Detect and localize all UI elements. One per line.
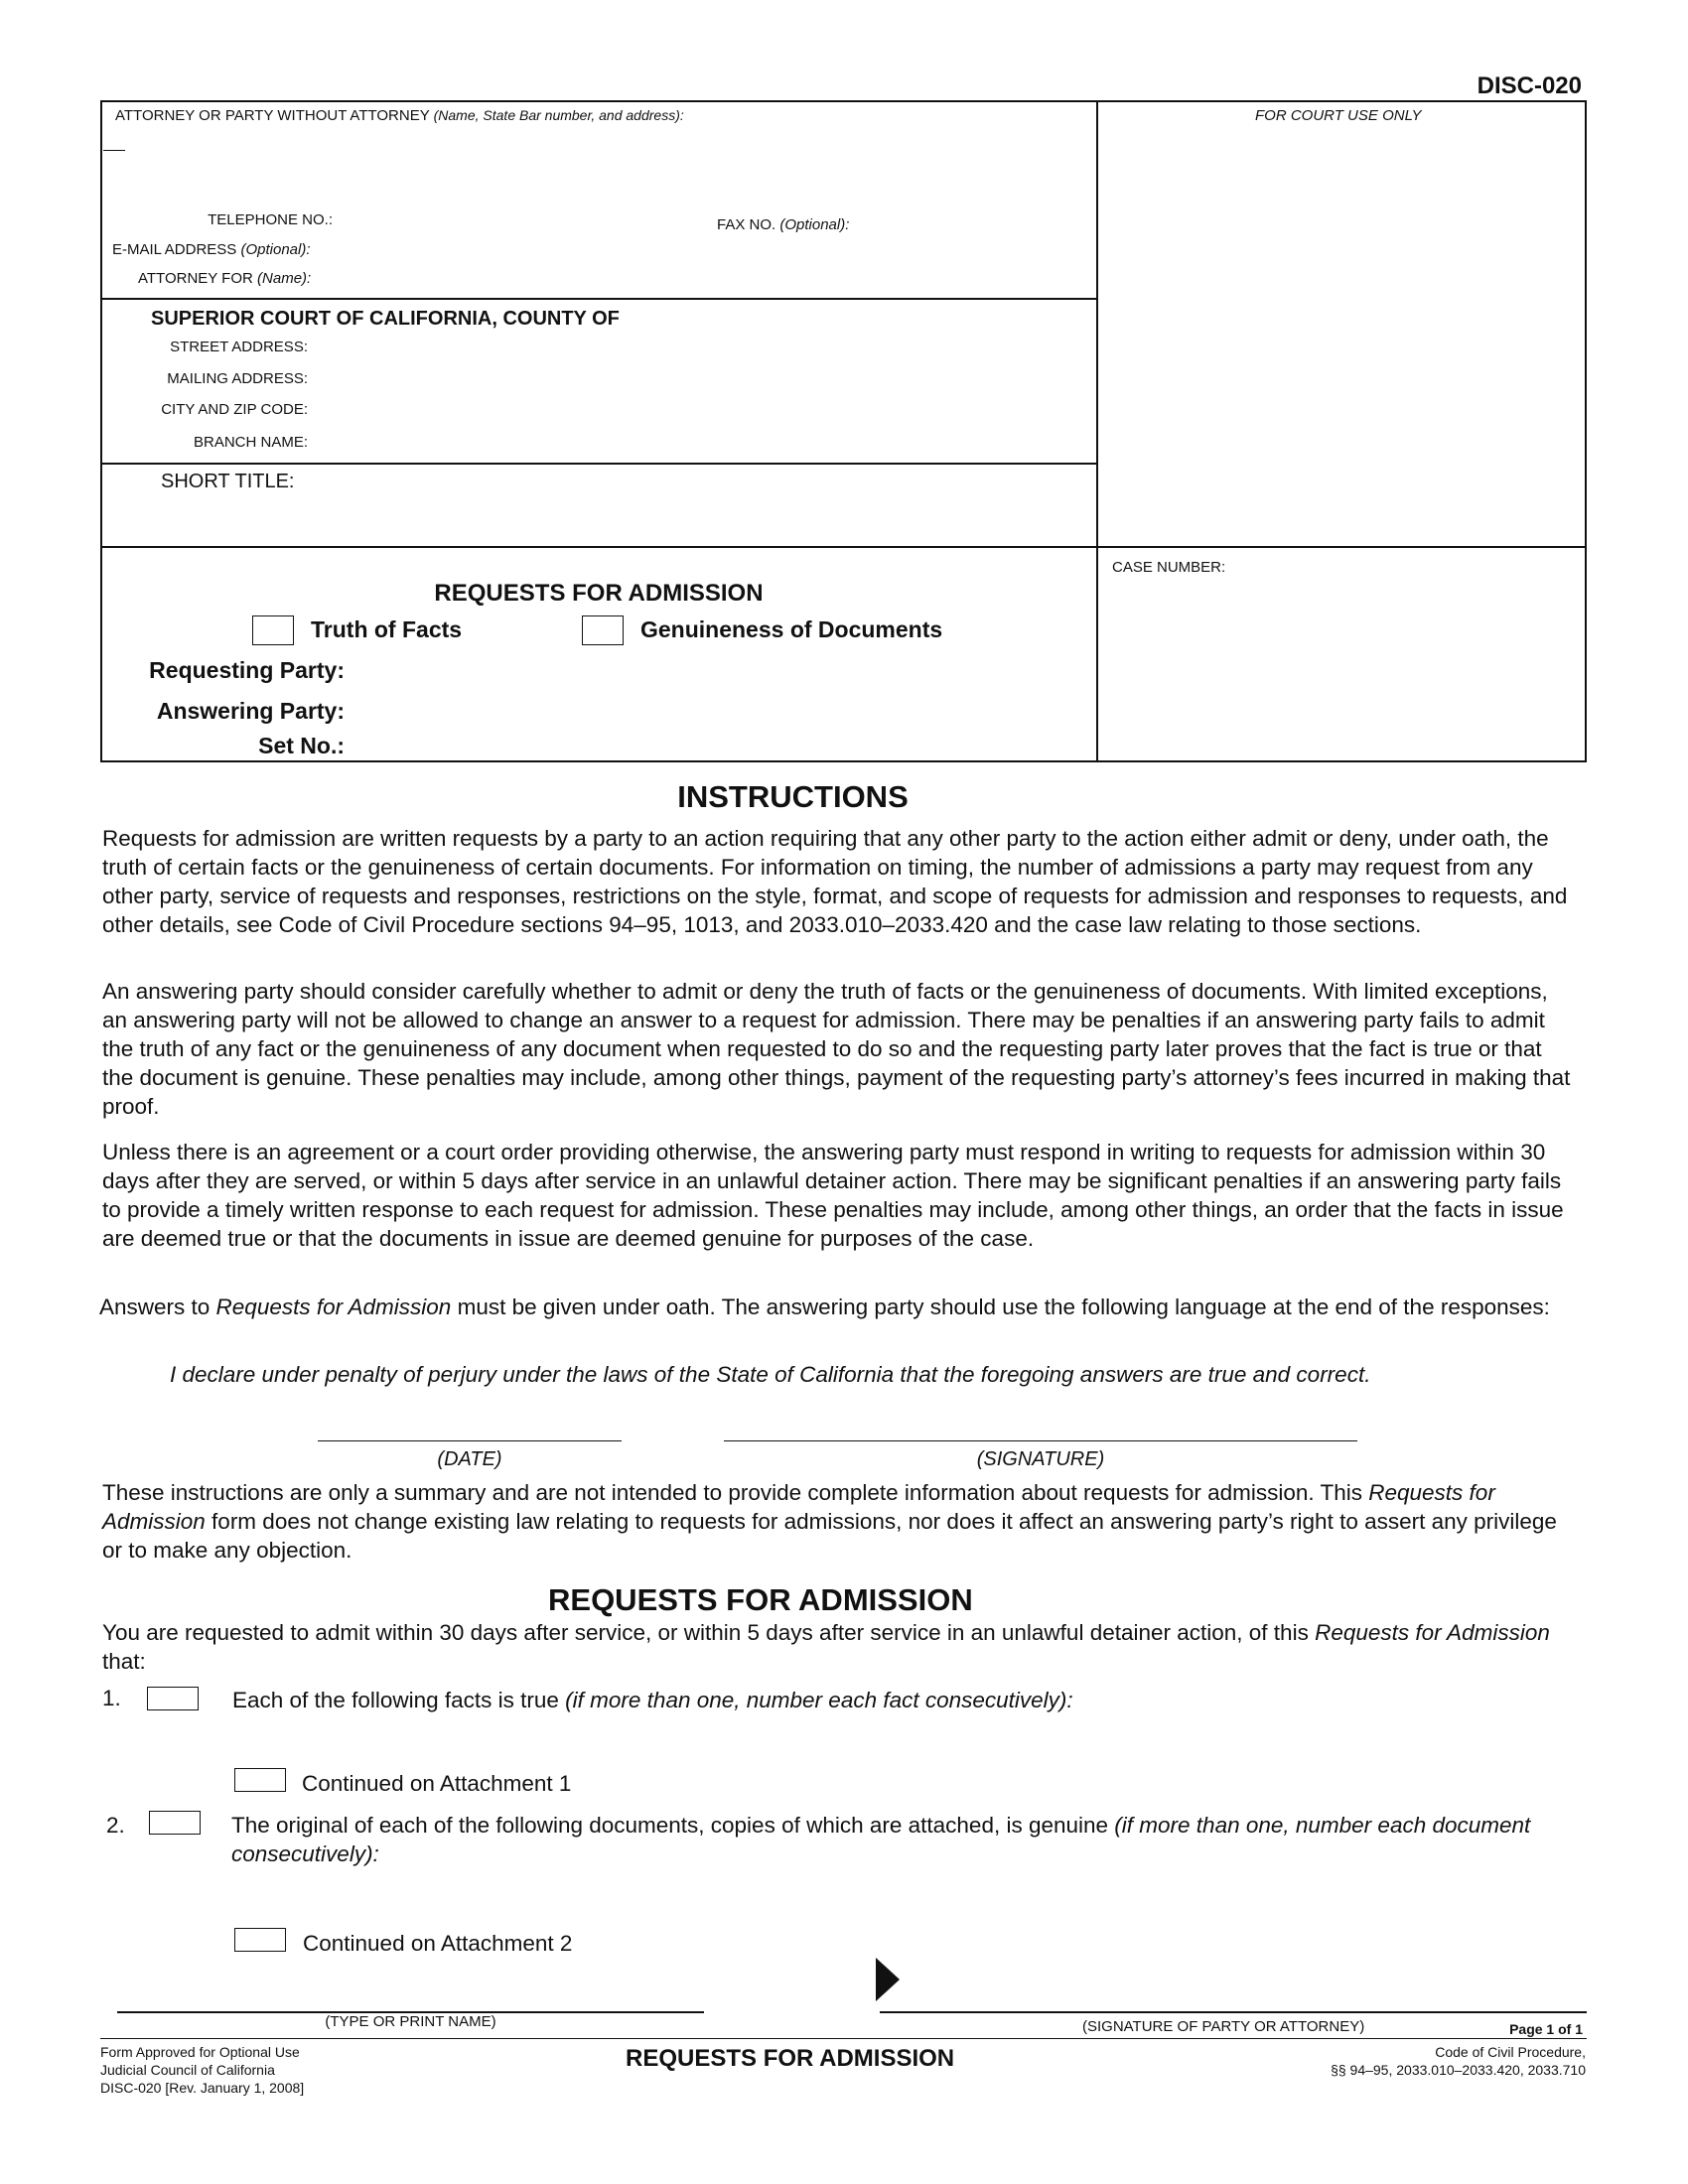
item-2-text: The original of each of the following documents, copies of which are attached, is genuine (if more than one, number each document consecutively): (231, 1813, 1531, 1866)
set-number-label: Set No.: (258, 733, 345, 758)
telephone-label: TELEPHONE NO.: (208, 211, 333, 228)
footer-code-line-1: Code of Civil Procedure, (1435, 2044, 1586, 2060)
footer-code (1331, 2043, 1586, 2079)
requesting-party-label: Requesting Party: (149, 657, 345, 683)
attachment-2-checkbox[interactable] (234, 1928, 286, 1952)
branch-name-label: BRANCH NAME: (193, 434, 308, 451)
street-address-label: STREET ADDRESS: (170, 339, 308, 355)
date-caption: (DATE) (437, 1448, 502, 1470)
city-zip-label: CITY AND ZIP CODE: (161, 401, 308, 418)
attorney-entry-mark (103, 150, 125, 151)
item-1-text: Each of the following facts is true (if more than one, number each fact consecutively): (232, 1688, 1073, 1712)
declaration-text: I declare under penalty of perjury under the laws of the State of California that the foregoing answers are true and correct. (170, 1362, 1371, 1387)
instructions-paragraph-5: These instructions are only a summary and are not intended to provide complete information about requests for admission. This Requests for Admission form does not change existing law relating to requests for admissions, nor does it affect an answering party’s right to assert any privilege or to make any objection. (102, 1480, 1557, 1563)
attachment-1-label: Continued on Attachment 1 (302, 1771, 572, 1796)
caption-divider-vertical (1096, 100, 1098, 762)
footer-title: REQUESTS FOR ADMISSION (626, 2045, 955, 2072)
sign-here-arrow-icon (874, 1956, 904, 2003)
print-name-caption: (TYPE OR PRINT NAME) (325, 2013, 496, 2030)
caption-divider-court (100, 463, 1097, 465)
footer-rule (100, 2038, 1587, 2039)
item-1-number: 1. (102, 1686, 121, 1710)
answering-party-label: Answering Party: (156, 698, 345, 724)
instructions-heading: INSTRUCTIONS (677, 779, 909, 814)
instructions-paragraph-2: An answering party should consider carefully whether to admit or deny the truth of facts or the genuineness of documents. With limited exceptions, an answering party will not be allowed to change an answer to a request for admission. There may be penalties if an answering party fails to admit the truth of any fact or the genuineness of any document when requested to do so and the requesting party later proves that the fact is true or that the document is genuine. These penalties may include, among other things, payment of the requesting party’s attorney’s fees incurred in making that proof. (102, 979, 1571, 1119)
signature-caption: (SIGNATURE) (976, 1448, 1105, 1470)
caption-divider-attorney (100, 298, 1097, 300)
attachment-1-checkbox[interactable] (234, 1768, 286, 1792)
date-line (318, 1440, 622, 1441)
attorney-for-label: ATTORNEY FOR (Name): (138, 270, 312, 287)
footer-code-line-2: §§ 94–95, 2033.010–2033.420, 2033.710 (1331, 2062, 1586, 2078)
instructions-paragraph-3: Unless there is an agreement or a court order providing otherwise, the answering party must respond in writing to requests for admission within 30 days after they are served, or within 5 days after service in an unlawful detainer action. There may be significant penalties if an answering party fails to provide a timely written response to each request for admission. These penalties may include, among other things, an order that the facts in issue are deemed true or that the documents in issue are deemed genuine for purposes of the case. (102, 1140, 1564, 1251)
truth-of-facts-checkbox[interactable] (252, 615, 294, 645)
genuineness-label: Genuineness of Documents (640, 616, 943, 642)
party-signature-caption: (SIGNATURE OF PARTY OR ATTORNEY) (1082, 2018, 1365, 2035)
short-title-label: SHORT TITLE: (161, 471, 295, 492)
party-signature-line (880, 2011, 1587, 2013)
case-number-label: CASE NUMBER: (1112, 559, 1226, 576)
caption-divider-title (100, 546, 1587, 548)
footer-approval (100, 2043, 304, 2097)
footer-approval-line-1: Form Approved for Optional Use (100, 2044, 300, 2060)
truth-of-facts-label: Truth of Facts (311, 616, 463, 642)
mailing-address-label: MAILING ADDRESS: (167, 370, 308, 387)
requests-heading: REQUESTS FOR ADMISSION (548, 1582, 973, 1617)
item-1-checkbox[interactable] (147, 1687, 199, 1710)
fax-label: FAX NO. (Optional): (717, 216, 850, 233)
requests-intro: You are requested to admit within 30 days after service, or within 5 days after service in an unlawful detainer action, of this Requests for Admission that: (102, 1620, 1550, 1674)
footer-approval-line-2: Judicial Council of California (100, 2062, 275, 2078)
genuineness-checkbox[interactable] (582, 615, 624, 645)
attorney-label: ATTORNEY OR PARTY WITHOUT ATTORNEY (Name, State Bar number, and address): (115, 107, 684, 124)
instructions-paragraph-1: Requests for admission are written requests by a party to an action requiring that any other party to the action either admit or deny, under oath, the truth of certain facts or the genuineness of certain documents. For information on timing, the number of admissions a party may request from any other party, service of requests and responses, restrictions on the style, format, and scope of requests for admission and responses to requests, and other details, see Code of Civil Procedure sections 94–95, 1013, and 2033.010–2033.420 and the case law relating to those sections. (102, 826, 1568, 937)
footer-approval-line-3: DISC-020 [Rev. January 1, 2008] (100, 2080, 305, 2096)
instructions-paragraph-4: Answers to Requests for Admission must be given under oath. The answering party should use the following language at the end of the responses: (99, 1295, 1550, 1319)
court-title: SUPERIOR COURT OF CALIFORNIA, COUNTY OF (151, 308, 620, 330)
attachment-2-label: Continued on Attachment 2 (303, 1931, 573, 1956)
document-title: REQUESTS FOR ADMISSION (434, 580, 764, 607)
form-id: DISC-020 (1477, 72, 1582, 99)
email-label: E-MAIL ADDRESS (Optional): (112, 241, 311, 258)
page-number: Page 1 of 1 (1509, 2021, 1583, 2037)
item-2-number: 2. (106, 1813, 125, 1838)
item-2-checkbox[interactable] (149, 1811, 201, 1835)
court-use-label: FOR COURT USE ONLY (1255, 107, 1422, 124)
signature-line (724, 1440, 1357, 1441)
